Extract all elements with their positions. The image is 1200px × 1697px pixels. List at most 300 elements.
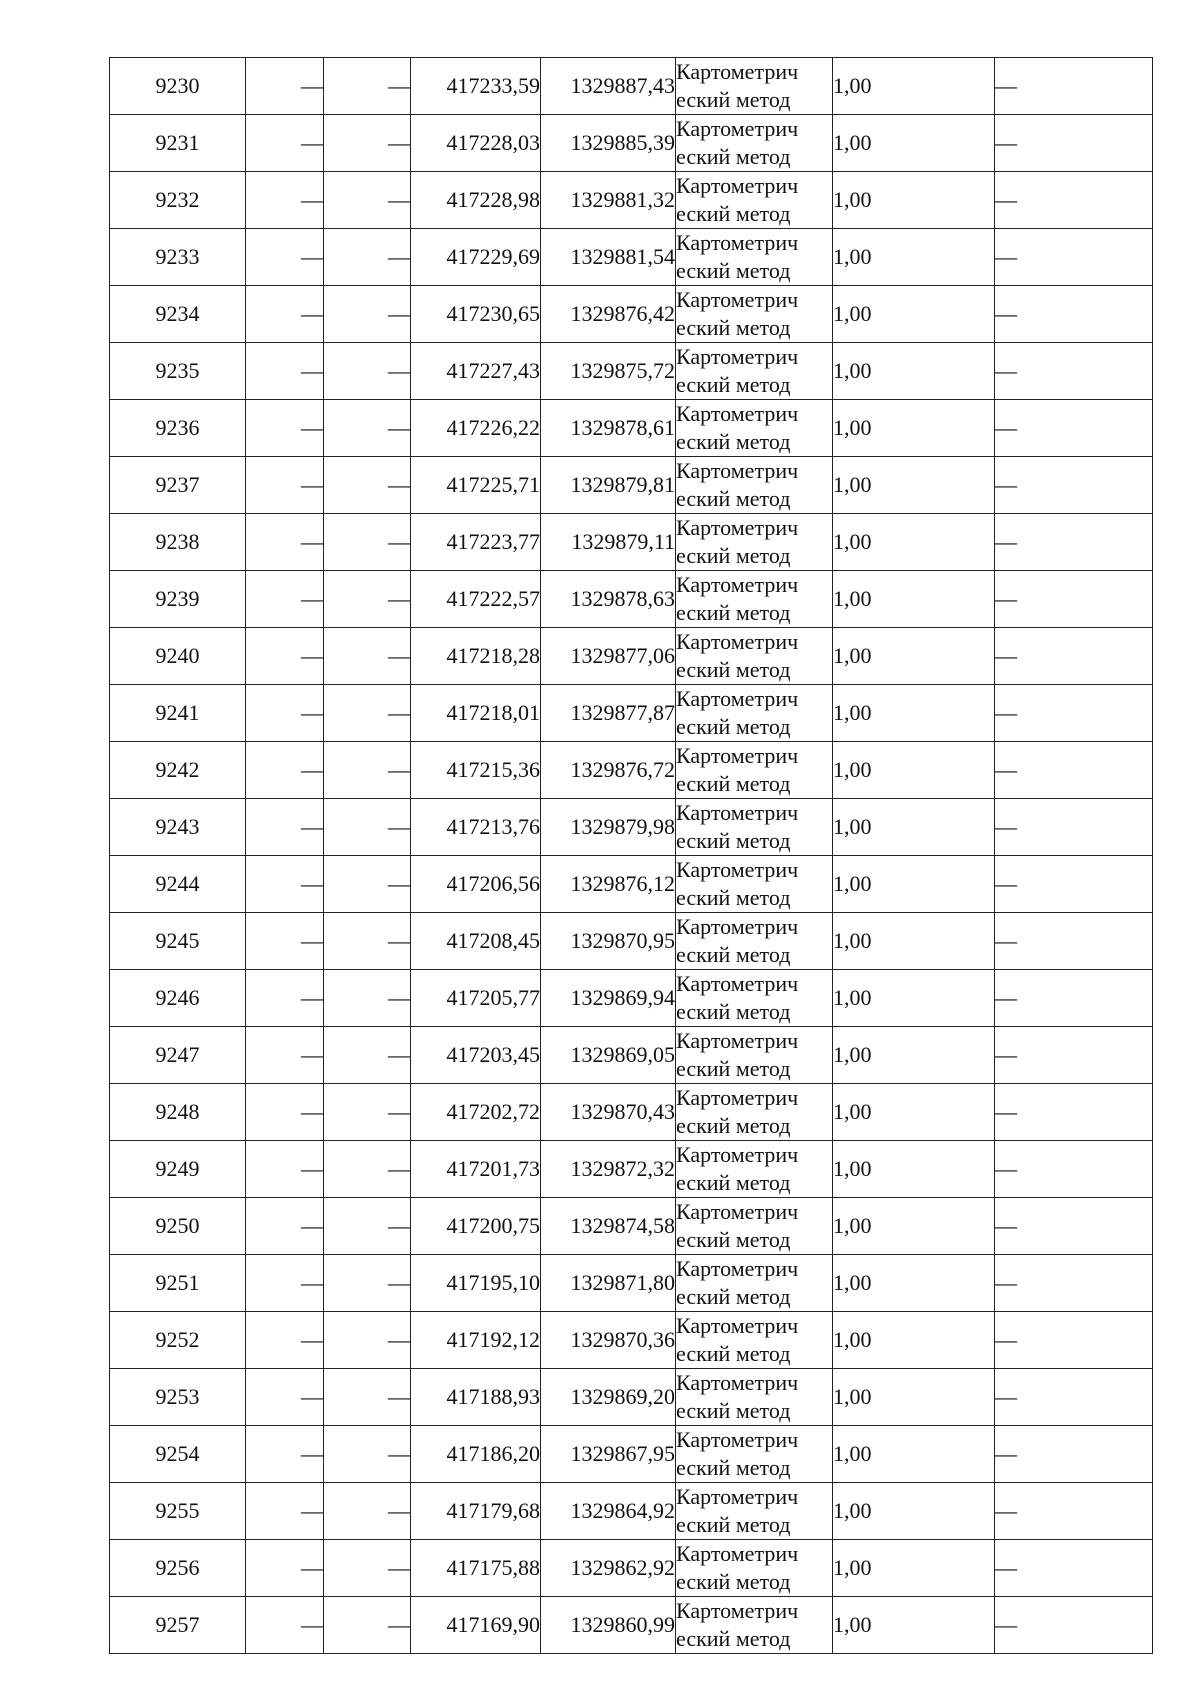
empty-cell-2 bbox=[324, 457, 411, 514]
dash-value: — bbox=[301, 1099, 323, 1124]
method-cell bbox=[676, 172, 833, 229]
y-coordinate-cell: 1329871,80 bbox=[541, 1255, 676, 1312]
y-coordinate-cell: 1329877,87 bbox=[541, 685, 676, 742]
table-row bbox=[110, 115, 1153, 172]
method-line-2: еский метод bbox=[676, 828, 791, 853]
method-cell bbox=[676, 400, 833, 457]
dash-value: — bbox=[995, 1612, 1017, 1637]
method-line-1: Картометрич bbox=[676, 230, 799, 255]
method-line-1: Картометрич bbox=[676, 1028, 799, 1053]
last-column-cell bbox=[995, 1084, 1153, 1141]
coordinates-table bbox=[109, 57, 1153, 1654]
empty-cell-2 bbox=[324, 913, 411, 970]
dash-value: — bbox=[995, 301, 1017, 326]
method-line-2: еский метод bbox=[676, 600, 791, 625]
empty-cell-1 bbox=[246, 1483, 324, 1540]
x-coordinate-cell: 417186,20 bbox=[411, 1426, 541, 1483]
empty-cell-1 bbox=[246, 1312, 324, 1369]
empty-cell-1 bbox=[246, 799, 324, 856]
empty-cell-2 bbox=[324, 1141, 411, 1198]
method-cell bbox=[676, 1312, 833, 1369]
y-coordinate-cell: 1329874,58 bbox=[541, 1198, 676, 1255]
point-number-cell: 9253 bbox=[110, 1369, 246, 1426]
method-line-2: еский метод bbox=[676, 1569, 791, 1594]
y-coordinate-cell: 1329862,92 bbox=[541, 1540, 676, 1597]
empty-cell-2 bbox=[324, 1597, 411, 1654]
method-line-2: еский метод bbox=[676, 1398, 791, 1423]
dash-value: — bbox=[995, 73, 1017, 98]
x-coordinate-cell: 417203,45 bbox=[411, 1027, 541, 1084]
empty-cell-1 bbox=[246, 1027, 324, 1084]
dash-value: — bbox=[388, 358, 410, 383]
dash-value: — bbox=[995, 1384, 1017, 1409]
table-row bbox=[110, 457, 1153, 514]
dash-value: — bbox=[388, 643, 410, 668]
y-coordinate-cell: 1329881,54 bbox=[541, 229, 676, 286]
method-line-1: Картометрич bbox=[676, 572, 799, 597]
method-cell bbox=[676, 1540, 833, 1597]
method-cell bbox=[676, 970, 833, 1027]
accuracy-cell: 1,00 bbox=[833, 799, 995, 856]
method-line-1: Картометрич bbox=[676, 116, 799, 141]
x-coordinate-cell: 417228,98 bbox=[411, 172, 541, 229]
dash-value: — bbox=[301, 1612, 323, 1637]
dash-value: — bbox=[301, 301, 323, 326]
empty-cell-1 bbox=[246, 172, 324, 229]
dash-value: — bbox=[301, 358, 323, 383]
empty-cell-1 bbox=[246, 1255, 324, 1312]
last-column-cell bbox=[995, 514, 1153, 571]
accuracy-cell: 1,00 bbox=[833, 742, 995, 799]
method-cell bbox=[676, 742, 833, 799]
method-line-2: еский метод bbox=[676, 372, 791, 397]
point-number-cell: 9230 bbox=[110, 58, 246, 115]
last-column-cell bbox=[995, 1198, 1153, 1255]
dash-value: — bbox=[388, 1156, 410, 1181]
empty-cell-2 bbox=[324, 1312, 411, 1369]
method-line-2: еский метод bbox=[676, 999, 791, 1024]
method-cell bbox=[676, 1198, 833, 1255]
dash-value: — bbox=[995, 700, 1017, 725]
empty-cell-1 bbox=[246, 685, 324, 742]
dash-value: — bbox=[388, 415, 410, 440]
table-row bbox=[110, 1141, 1153, 1198]
last-column-cell bbox=[995, 400, 1153, 457]
method-line-1: Картометрич bbox=[676, 1085, 799, 1110]
last-column-cell bbox=[995, 1255, 1153, 1312]
point-number-cell: 9235 bbox=[110, 343, 246, 400]
method-cell bbox=[676, 514, 833, 571]
point-number-cell: 9247 bbox=[110, 1027, 246, 1084]
method-line-2: еский метод bbox=[676, 1284, 791, 1309]
dash-value: — bbox=[301, 1327, 323, 1352]
dash-value: — bbox=[388, 757, 410, 782]
method-line-1: Картометрич bbox=[676, 1484, 799, 1509]
method-line-2: еский метод bbox=[676, 429, 791, 454]
empty-cell-2 bbox=[324, 115, 411, 172]
dash-value: — bbox=[388, 586, 410, 611]
table-row bbox=[110, 229, 1153, 286]
accuracy-cell: 1,00 bbox=[833, 1369, 995, 1426]
empty-cell-1 bbox=[246, 115, 324, 172]
empty-cell-1 bbox=[246, 1084, 324, 1141]
y-coordinate-cell: 1329885,39 bbox=[541, 115, 676, 172]
method-line-1: Картометрич bbox=[676, 629, 799, 654]
empty-cell-1 bbox=[246, 1141, 324, 1198]
empty-cell-2 bbox=[324, 286, 411, 343]
point-number-cell: 9237 bbox=[110, 457, 246, 514]
method-line-2: еский метод bbox=[676, 1170, 791, 1195]
x-coordinate-cell: 417233,59 bbox=[411, 58, 541, 115]
method-line-1: Картометрич bbox=[676, 857, 799, 882]
x-coordinate-cell: 417230,65 bbox=[411, 286, 541, 343]
dash-value: — bbox=[388, 985, 410, 1010]
method-line-1: Картометрич bbox=[676, 1541, 799, 1566]
method-line-1: Картометрич bbox=[676, 458, 799, 483]
last-column-cell bbox=[995, 457, 1153, 514]
last-column-cell bbox=[995, 1312, 1153, 1369]
y-coordinate-cell: 1329878,63 bbox=[541, 571, 676, 628]
method-line-1: Картометрич bbox=[676, 971, 799, 996]
last-column-cell bbox=[995, 856, 1153, 913]
x-coordinate-cell: 417208,45 bbox=[411, 913, 541, 970]
dash-value: — bbox=[301, 529, 323, 554]
dash-value: — bbox=[995, 1270, 1017, 1295]
table-row bbox=[110, 343, 1153, 400]
empty-cell-1 bbox=[246, 628, 324, 685]
empty-cell-2 bbox=[324, 514, 411, 571]
method-cell bbox=[676, 457, 833, 514]
last-column-cell bbox=[995, 1027, 1153, 1084]
dash-value: — bbox=[995, 1042, 1017, 1067]
method-line-2: еский метод bbox=[676, 315, 791, 340]
dash-value: — bbox=[301, 472, 323, 497]
point-number-cell: 9244 bbox=[110, 856, 246, 913]
y-coordinate-cell: 1329860,99 bbox=[541, 1597, 676, 1654]
accuracy-cell: 1,00 bbox=[833, 58, 995, 115]
method-line-2: еский метод bbox=[676, 543, 791, 568]
method-cell bbox=[676, 1141, 833, 1198]
x-coordinate-cell: 417179,68 bbox=[411, 1483, 541, 1540]
dash-value: — bbox=[388, 244, 410, 269]
accuracy-cell: 1,00 bbox=[833, 970, 995, 1027]
last-column-cell bbox=[995, 58, 1153, 115]
empty-cell-1 bbox=[246, 1198, 324, 1255]
x-coordinate-cell: 417206,56 bbox=[411, 856, 541, 913]
dash-value: — bbox=[301, 415, 323, 440]
accuracy-cell: 1,00 bbox=[833, 229, 995, 286]
table-row bbox=[110, 286, 1153, 343]
dash-value: — bbox=[388, 73, 410, 98]
accuracy-cell: 1,00 bbox=[833, 628, 995, 685]
empty-cell-1 bbox=[246, 457, 324, 514]
dash-value: — bbox=[388, 1099, 410, 1124]
method-cell bbox=[676, 1027, 833, 1084]
last-column-cell bbox=[995, 685, 1153, 742]
point-number-cell: 9249 bbox=[110, 1141, 246, 1198]
dash-value: — bbox=[301, 1441, 323, 1466]
empty-cell-2 bbox=[324, 628, 411, 685]
method-line-1: Картометрич bbox=[676, 1256, 799, 1281]
y-coordinate-cell: 1329867,95 bbox=[541, 1426, 676, 1483]
y-coordinate-cell: 1329876,12 bbox=[541, 856, 676, 913]
y-coordinate-cell: 1329879,98 bbox=[541, 799, 676, 856]
y-coordinate-cell: 1329876,72 bbox=[541, 742, 676, 799]
x-coordinate-cell: 417202,72 bbox=[411, 1084, 541, 1141]
dash-value: — bbox=[301, 1555, 323, 1580]
y-coordinate-cell: 1329870,95 bbox=[541, 913, 676, 970]
empty-cell-2 bbox=[324, 343, 411, 400]
dash-value: — bbox=[388, 814, 410, 839]
dash-value: — bbox=[301, 871, 323, 896]
table-row bbox=[110, 571, 1153, 628]
method-cell bbox=[676, 799, 833, 856]
x-coordinate-cell: 417205,77 bbox=[411, 970, 541, 1027]
dash-value: — bbox=[995, 244, 1017, 269]
dash-value: — bbox=[301, 244, 323, 269]
last-column-cell bbox=[995, 229, 1153, 286]
empty-cell-2 bbox=[324, 970, 411, 1027]
empty-cell-1 bbox=[246, 571, 324, 628]
dash-value: — bbox=[388, 1213, 410, 1238]
method-cell bbox=[676, 1426, 833, 1483]
point-number-cell: 9234 bbox=[110, 286, 246, 343]
dash-value: — bbox=[301, 1384, 323, 1409]
point-number-cell: 9241 bbox=[110, 685, 246, 742]
method-line-2: еский метод bbox=[676, 771, 791, 796]
method-cell bbox=[676, 1483, 833, 1540]
empty-cell-2 bbox=[324, 1198, 411, 1255]
empty-cell-2 bbox=[324, 1255, 411, 1312]
empty-cell-2 bbox=[324, 1084, 411, 1141]
dash-value: — bbox=[388, 130, 410, 155]
x-coordinate-cell: 417227,43 bbox=[411, 343, 541, 400]
y-coordinate-cell: 1329864,92 bbox=[541, 1483, 676, 1540]
x-coordinate-cell: 417222,57 bbox=[411, 571, 541, 628]
accuracy-cell: 1,00 bbox=[833, 172, 995, 229]
empty-cell-1 bbox=[246, 1540, 324, 1597]
y-coordinate-cell: 1329869,05 bbox=[541, 1027, 676, 1084]
dash-value: — bbox=[995, 187, 1017, 212]
method-cell bbox=[676, 1255, 833, 1312]
method-cell bbox=[676, 115, 833, 172]
x-coordinate-cell: 417225,71 bbox=[411, 457, 541, 514]
x-coordinate-cell: 417192,12 bbox=[411, 1312, 541, 1369]
last-column-cell bbox=[995, 1369, 1153, 1426]
dash-value: — bbox=[995, 472, 1017, 497]
y-coordinate-cell: 1329881,32 bbox=[541, 172, 676, 229]
x-coordinate-cell: 417200,75 bbox=[411, 1198, 541, 1255]
x-coordinate-cell: 417228,03 bbox=[411, 115, 541, 172]
table-row bbox=[110, 1540, 1153, 1597]
dash-value: — bbox=[388, 472, 410, 497]
method-line-1: Картометрич bbox=[676, 515, 799, 540]
accuracy-cell: 1,00 bbox=[833, 571, 995, 628]
accuracy-cell: 1,00 bbox=[833, 1540, 995, 1597]
table-row bbox=[110, 970, 1153, 1027]
accuracy-cell: 1,00 bbox=[833, 1426, 995, 1483]
table-row bbox=[110, 742, 1153, 799]
point-number-cell: 9254 bbox=[110, 1426, 246, 1483]
last-column-cell bbox=[995, 628, 1153, 685]
dash-value: — bbox=[301, 928, 323, 953]
empty-cell-1 bbox=[246, 1369, 324, 1426]
accuracy-cell: 1,00 bbox=[833, 1198, 995, 1255]
empty-cell-2 bbox=[324, 1027, 411, 1084]
y-coordinate-cell: 1329876,42 bbox=[541, 286, 676, 343]
table-row bbox=[110, 1312, 1153, 1369]
dash-value: — bbox=[388, 1327, 410, 1352]
dash-value: — bbox=[995, 415, 1017, 440]
method-line-2: еский метод bbox=[676, 87, 791, 112]
accuracy-cell: 1,00 bbox=[833, 1084, 995, 1141]
accuracy-cell: 1,00 bbox=[833, 400, 995, 457]
x-coordinate-cell: 417218,28 bbox=[411, 628, 541, 685]
x-coordinate-cell: 417229,69 bbox=[411, 229, 541, 286]
table-row bbox=[110, 628, 1153, 685]
dash-value: — bbox=[388, 700, 410, 725]
x-coordinate-cell: 417195,10 bbox=[411, 1255, 541, 1312]
table-row bbox=[110, 856, 1153, 913]
method-line-1: Картометрич bbox=[676, 401, 799, 426]
dash-value: — bbox=[995, 1498, 1017, 1523]
dash-value: — bbox=[301, 1042, 323, 1067]
empty-cell-1 bbox=[246, 58, 324, 115]
table-row bbox=[110, 1597, 1153, 1654]
empty-cell-2 bbox=[324, 58, 411, 115]
empty-cell-2 bbox=[324, 685, 411, 742]
empty-cell-2 bbox=[324, 799, 411, 856]
method-line-2: еский метод bbox=[676, 1341, 791, 1366]
table-row bbox=[110, 1426, 1153, 1483]
accuracy-cell: 1,00 bbox=[833, 1027, 995, 1084]
method-line-1: Картометрич bbox=[676, 173, 799, 198]
empty-cell-2 bbox=[324, 1483, 411, 1540]
point-number-cell: 9239 bbox=[110, 571, 246, 628]
empty-cell-1 bbox=[246, 514, 324, 571]
method-line-1: Картометрич bbox=[676, 1598, 799, 1623]
dash-value: — bbox=[995, 130, 1017, 155]
dash-value: — bbox=[388, 1270, 410, 1295]
table-row bbox=[110, 799, 1153, 856]
empty-cell-2 bbox=[324, 229, 411, 286]
x-coordinate-cell: 417201,73 bbox=[411, 1141, 541, 1198]
dash-value: — bbox=[995, 1327, 1017, 1352]
last-column-cell bbox=[995, 1426, 1153, 1483]
method-line-2: еский метод bbox=[676, 657, 791, 682]
empty-cell-1 bbox=[246, 856, 324, 913]
dash-value: — bbox=[995, 358, 1017, 383]
accuracy-cell: 1,00 bbox=[833, 1141, 995, 1198]
method-line-2: еский метод bbox=[676, 714, 791, 739]
dash-value: — bbox=[995, 1555, 1017, 1580]
method-line-2: еский метод bbox=[676, 1512, 791, 1537]
point-number-cell: 9256 bbox=[110, 1540, 246, 1597]
dash-value: — bbox=[301, 643, 323, 668]
method-cell bbox=[676, 58, 833, 115]
empty-cell-2 bbox=[324, 1540, 411, 1597]
point-number-cell: 9245 bbox=[110, 913, 246, 970]
method-line-1: Картометрич bbox=[676, 1313, 799, 1338]
dash-value: — bbox=[388, 1555, 410, 1580]
y-coordinate-cell: 1329879,11 bbox=[541, 514, 676, 571]
last-column-cell bbox=[995, 343, 1153, 400]
last-column-cell bbox=[995, 742, 1153, 799]
dash-value: — bbox=[388, 1498, 410, 1523]
point-number-cell: 9233 bbox=[110, 229, 246, 286]
accuracy-cell: 1,00 bbox=[833, 115, 995, 172]
dash-value: — bbox=[995, 1099, 1017, 1124]
method-line-1: Картометрич bbox=[676, 914, 799, 939]
method-line-1: Картометрич bbox=[676, 1199, 799, 1224]
empty-cell-2 bbox=[324, 172, 411, 229]
method-line-2: еский метод bbox=[676, 144, 791, 169]
dash-value: — bbox=[301, 757, 323, 782]
dash-value: — bbox=[388, 928, 410, 953]
dash-value: — bbox=[301, 814, 323, 839]
method-line-1: Картометрич bbox=[676, 344, 799, 369]
empty-cell-1 bbox=[246, 343, 324, 400]
accuracy-cell: 1,00 bbox=[833, 286, 995, 343]
point-number-cell: 9243 bbox=[110, 799, 246, 856]
method-cell bbox=[676, 913, 833, 970]
method-line-2: еский метод bbox=[676, 1056, 791, 1081]
empty-cell-1 bbox=[246, 1426, 324, 1483]
method-line-2: еский метод bbox=[676, 486, 791, 511]
empty-cell-1 bbox=[246, 970, 324, 1027]
dash-value: — bbox=[301, 187, 323, 212]
dash-value: — bbox=[388, 301, 410, 326]
method-cell bbox=[676, 628, 833, 685]
dash-value: — bbox=[301, 985, 323, 1010]
point-number-cell: 9242 bbox=[110, 742, 246, 799]
empty-cell-1 bbox=[246, 742, 324, 799]
empty-cell-2 bbox=[324, 742, 411, 799]
y-coordinate-cell: 1329878,61 bbox=[541, 400, 676, 457]
empty-cell-1 bbox=[246, 913, 324, 970]
accuracy-cell: 1,00 bbox=[833, 1312, 995, 1369]
dash-value: — bbox=[301, 1498, 323, 1523]
method-cell bbox=[676, 343, 833, 400]
last-column-cell bbox=[995, 1483, 1153, 1540]
dash-value: — bbox=[301, 586, 323, 611]
table-row bbox=[110, 1369, 1153, 1426]
accuracy-cell: 1,00 bbox=[833, 343, 995, 400]
empty-cell-1 bbox=[246, 229, 324, 286]
last-column-cell bbox=[995, 1141, 1153, 1198]
x-coordinate-cell: 417218,01 bbox=[411, 685, 541, 742]
dash-value: — bbox=[301, 1156, 323, 1181]
method-line-2: еский метод bbox=[676, 942, 791, 967]
empty-cell-2 bbox=[324, 856, 411, 913]
x-coordinate-cell: 417175,88 bbox=[411, 1540, 541, 1597]
dash-value: — bbox=[995, 814, 1017, 839]
dash-value: — bbox=[995, 529, 1017, 554]
dash-value: — bbox=[301, 130, 323, 155]
dash-value: — bbox=[995, 871, 1017, 896]
method-line-1: Картометрич bbox=[676, 287, 799, 312]
table-row bbox=[110, 685, 1153, 742]
point-number-cell: 9251 bbox=[110, 1255, 246, 1312]
last-column-cell bbox=[995, 970, 1153, 1027]
y-coordinate-cell: 1329887,43 bbox=[541, 58, 676, 115]
method-cell bbox=[676, 571, 833, 628]
accuracy-cell: 1,00 bbox=[833, 514, 995, 571]
dash-value: — bbox=[995, 928, 1017, 953]
dash-value: — bbox=[995, 1213, 1017, 1238]
point-number-cell: 9238 bbox=[110, 514, 246, 571]
dash-value: — bbox=[995, 1441, 1017, 1466]
